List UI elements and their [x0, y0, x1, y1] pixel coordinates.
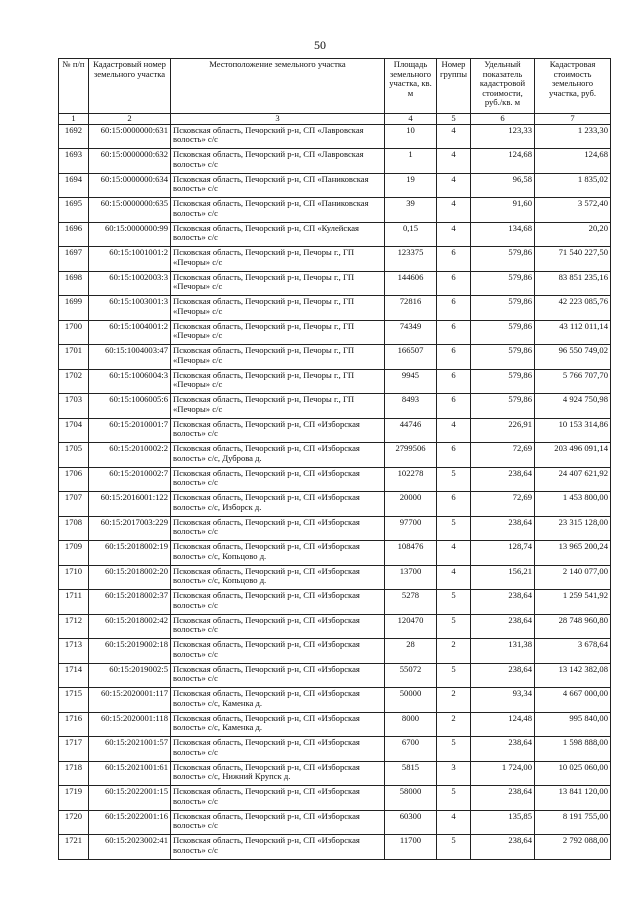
table-row [59, 296, 611, 321]
specific-value: 226,91 [471, 418, 535, 443]
group-number: 4 [437, 541, 471, 566]
group-number: 6 [437, 394, 471, 419]
cadastral-number: 60:15:2021001:61 [89, 761, 171, 786]
area: 74349 [385, 320, 437, 345]
area: 8493 [385, 394, 437, 419]
specific-value: 238,64 [471, 614, 535, 639]
specific-value: 72,69 [471, 443, 535, 468]
area: 20000 [385, 492, 437, 517]
group-number: 4 [437, 149, 471, 174]
cadastral-table [58, 58, 611, 860]
specific-value: 579,86 [471, 271, 535, 296]
location: Псковская область, Печорский р-н, СП «Изборская волость» с/с [171, 639, 385, 664]
cadastral-value: 1 598 888,00 [535, 737, 611, 762]
row-number: 1697 [59, 247, 89, 272]
location: Псковская область, Печорский р-н, СП «Изборская волость» с/с [171, 418, 385, 443]
cadastral-number: 60:15:2020001:118 [89, 712, 171, 737]
specific-value: 238,64 [471, 467, 535, 492]
specific-value: 238,64 [471, 516, 535, 541]
cadastral-value: 1 259 541,92 [535, 590, 611, 615]
specific-value: 238,64 [471, 590, 535, 615]
group-number: 5 [437, 467, 471, 492]
table-row [59, 492, 611, 517]
row-number: 1704 [59, 418, 89, 443]
specific-value: 579,86 [471, 369, 535, 394]
cadastral-number: 60:15:1004003:47 [89, 345, 171, 370]
location: Псковская область, Печорский р-н, СП «Изборская волость» с/с, Нижний Крупск д. [171, 761, 385, 786]
area: 50000 [385, 688, 437, 713]
header-num: № п/п [59, 59, 89, 114]
table-body [59, 124, 611, 859]
cadastral-number: 60:15:1006004:3 [89, 369, 171, 394]
area: 13700 [385, 565, 437, 590]
group-number: 5 [437, 835, 471, 860]
row-number: 1710 [59, 565, 89, 590]
location: Псковская область, Печорский р-н, СП «Изборская волость» с/с [171, 663, 385, 688]
row-number: 1716 [59, 712, 89, 737]
cadastral-number: 60:15:1002003:3 [89, 271, 171, 296]
area: 11700 [385, 835, 437, 860]
specific-value: 238,64 [471, 663, 535, 688]
table-row [59, 712, 611, 737]
specific-value: 91,60 [471, 198, 535, 223]
table-row [59, 663, 611, 688]
cadastral-value: 23 315 128,00 [535, 516, 611, 541]
group-number: 2 [437, 688, 471, 713]
row-number: 1708 [59, 516, 89, 541]
location: Псковская область, Печорский р-н, СП «Изборская волость» с/с, Копьцово д. [171, 541, 385, 566]
group-number: 4 [437, 418, 471, 443]
column-number: 1 [59, 114, 89, 125]
area: 102278 [385, 467, 437, 492]
cadastral-number: 60:15:1004001:2 [89, 320, 171, 345]
group-number: 2 [437, 712, 471, 737]
table-row [59, 639, 611, 664]
header-cadastral-value: Кадастровая стоимость земельного участка, руб. [535, 59, 611, 114]
cadastral-value: 10 153 314,86 [535, 418, 611, 443]
row-number: 1702 [59, 369, 89, 394]
location: Псковская область, Печорский р-н, СП «Изборская волость» с/с [171, 467, 385, 492]
location: Псковская область, Печорский р-н, СП «Паниковская волость» с/с [171, 173, 385, 198]
area: 58000 [385, 786, 437, 811]
cadastral-number: 60:15:2018002:20 [89, 565, 171, 590]
area: 39 [385, 198, 437, 223]
area: 55072 [385, 663, 437, 688]
row-number: 1698 [59, 271, 89, 296]
specific-value: 579,86 [471, 345, 535, 370]
cadastral-number: 60:15:2010002:2 [89, 443, 171, 468]
cadastral-number: 60:15:2016001:122 [89, 492, 171, 517]
cadastral-number: 60:15:0000000:631 [89, 124, 171, 149]
header-row [59, 59, 611, 114]
specific-value: 96,58 [471, 173, 535, 198]
table-row [59, 418, 611, 443]
specific-value: 1 724,00 [471, 761, 535, 786]
location: Псковская область, Печорский р-н, СП «Изборская волость» с/с [171, 516, 385, 541]
cadastral-number: 60:15:2018002:42 [89, 614, 171, 639]
area: 5815 [385, 761, 437, 786]
table-row [59, 737, 611, 762]
area: 1 [385, 149, 437, 174]
specific-value: 156,21 [471, 565, 535, 590]
table-row [59, 345, 611, 370]
row-number: 1720 [59, 810, 89, 835]
area: 108476 [385, 541, 437, 566]
cadastral-number: 60:15:2022001:16 [89, 810, 171, 835]
group-number: 6 [437, 320, 471, 345]
area: 5278 [385, 590, 437, 615]
area: 44746 [385, 418, 437, 443]
cadastral-number: 60:15:2019002:5 [89, 663, 171, 688]
header-cadastral-number: Кадастровый номер земельного участка [89, 59, 171, 114]
cadastral-number: 60:15:2017003:229 [89, 516, 171, 541]
location: Псковская область, Печорский р-н, СП «Лавровская волость» с/с [171, 149, 385, 174]
cadastral-value: 8 191 755,00 [535, 810, 611, 835]
specific-value: 124,48 [471, 712, 535, 737]
cadastral-value: 4 667 000,00 [535, 688, 611, 713]
specific-value: 131,38 [471, 639, 535, 664]
table-row [59, 124, 611, 149]
table-row [59, 810, 611, 835]
cadastral-value: 1 453 800,00 [535, 492, 611, 517]
location: Псковская область, Печорский р-н, СП «Изборская волость» с/с [171, 614, 385, 639]
table-row [59, 614, 611, 639]
specific-value: 238,64 [471, 786, 535, 811]
location: Псковская область, Печорский р-н, Печоры г., ГП «Печоры» с/с [171, 247, 385, 272]
cadastral-value: 4 924 750,98 [535, 394, 611, 419]
specific-value: 93,34 [471, 688, 535, 713]
location: Псковская область, Печорский р-н, Печоры г., ГП «Печоры» с/с [171, 345, 385, 370]
cadastral-value: 13 965 200,24 [535, 541, 611, 566]
location: Псковская область, Печорский р-н, СП «Изборская волость» с/с, Копьцово д. [171, 565, 385, 590]
group-number: 6 [437, 345, 471, 370]
table-row [59, 198, 611, 223]
table-row [59, 247, 611, 272]
area: 166507 [385, 345, 437, 370]
cadastral-value: 5 766 707,70 [535, 369, 611, 394]
cadastral-number: 60:15:1006005:6 [89, 394, 171, 419]
row-number: 1721 [59, 835, 89, 860]
row-number: 1703 [59, 394, 89, 419]
group-number: 4 [437, 124, 471, 149]
table-row [59, 467, 611, 492]
location: Псковская область, Печорский р-н, СП «Изборская волость» с/с, Дуброва д. [171, 443, 385, 468]
location: Псковская область, Печорский р-н, СП «Паниковская волость» с/с [171, 198, 385, 223]
row-number: 1693 [59, 149, 89, 174]
location: Псковская область, Печорский р-н, Печоры г., ГП «Печоры» с/с [171, 320, 385, 345]
area: 9945 [385, 369, 437, 394]
location: Псковская область, Печорский р-н, СП «Изборская волость» с/с, Каменка д. [171, 712, 385, 737]
row-number: 1718 [59, 761, 89, 786]
row-number: 1694 [59, 173, 89, 198]
specific-value: 579,86 [471, 247, 535, 272]
cadastral-value: 71 540 227,50 [535, 247, 611, 272]
header-area: Площадь земельного участка, кв. м [385, 59, 437, 114]
group-number: 4 [437, 565, 471, 590]
group-number: 4 [437, 173, 471, 198]
table-row [59, 688, 611, 713]
cadastral-value: 24 407 621,92 [535, 467, 611, 492]
cadastral-number: 60:15:2022001:15 [89, 786, 171, 811]
row-number: 1709 [59, 541, 89, 566]
group-number: 5 [437, 590, 471, 615]
table-row [59, 271, 611, 296]
table-row [59, 369, 611, 394]
area: 0,15 [385, 222, 437, 247]
column-number: 6 [471, 114, 535, 125]
area: 28 [385, 639, 437, 664]
cadastral-number: 60:15:2018002:37 [89, 590, 171, 615]
group-number: 4 [437, 222, 471, 247]
table-row [59, 173, 611, 198]
cadastral-number: 60:15:0000000:99 [89, 222, 171, 247]
group-number: 6 [437, 492, 471, 517]
cadastral-number: 60:15:0000000:634 [89, 173, 171, 198]
cadastral-value: 203 496 091,14 [535, 443, 611, 468]
cadastral-number: 60:15:2018002:19 [89, 541, 171, 566]
location: Псковская область, Печорский р-н, СП «Лавровская волость» с/с [171, 124, 385, 149]
column-number: 7 [535, 114, 611, 125]
location: Псковская область, Печорский р-н, СП «Изборская волость» с/с [171, 810, 385, 835]
row-number: 1701 [59, 345, 89, 370]
column-number: 3 [171, 114, 385, 125]
area: 10 [385, 124, 437, 149]
header-location: Местоположение земельного участка [171, 59, 385, 114]
cadastral-number: 60:15:0000000:632 [89, 149, 171, 174]
cadastral-number: 60:15:2019002:18 [89, 639, 171, 664]
location: Псковская область, Печорский р-н, СП «Изборская волость» с/с [171, 786, 385, 811]
table-row [59, 394, 611, 419]
cadastral-value: 13 841 120,00 [535, 786, 611, 811]
location: Псковская область, Печорский р-н, СП «Кулейская волость» с/с [171, 222, 385, 247]
row-number: 1696 [59, 222, 89, 247]
group-number: 6 [437, 296, 471, 321]
area: 6700 [385, 737, 437, 762]
group-number: 5 [437, 614, 471, 639]
specific-value: 238,64 [471, 737, 535, 762]
cadastral-value: 42 223 085,76 [535, 296, 611, 321]
row-number: 1711 [59, 590, 89, 615]
cadastral-number: 60:15:1003001:3 [89, 296, 171, 321]
table-row [59, 149, 611, 174]
specific-value: 579,86 [471, 394, 535, 419]
row-number: 1719 [59, 786, 89, 811]
location: Псковская область, Печорский р-н, СП «Изборская волость» с/с [171, 590, 385, 615]
cadastral-value: 20,20 [535, 222, 611, 247]
cadastral-value: 2 792 088,00 [535, 835, 611, 860]
cadastral-value: 83 851 235,16 [535, 271, 611, 296]
header-group: Номер группы [437, 59, 471, 114]
group-number: 4 [437, 198, 471, 223]
group-number: 5 [437, 663, 471, 688]
specific-value: 123,33 [471, 124, 535, 149]
cadastral-number: 60:15:2023002:41 [89, 835, 171, 860]
table-row [59, 222, 611, 247]
area: 2799506 [385, 443, 437, 468]
row-number: 1705 [59, 443, 89, 468]
location: Псковская область, Печорский р-н, Печоры г., ГП «Печоры» с/с [171, 369, 385, 394]
row-number: 1699 [59, 296, 89, 321]
row-number: 1706 [59, 467, 89, 492]
row-number: 1700 [59, 320, 89, 345]
area: 8000 [385, 712, 437, 737]
page-number: 50 [314, 38, 326, 52]
specific-value: 134,68 [471, 222, 535, 247]
table-row [59, 786, 611, 811]
location: Псковская область, Печорский р-н, Печоры г., ГП «Печоры» с/с [171, 271, 385, 296]
location: Псковская область, Печорский р-н, СП «Изборская волость» с/с [171, 737, 385, 762]
specific-value: 238,64 [471, 835, 535, 860]
group-number: 5 [437, 786, 471, 811]
group-number: 5 [437, 516, 471, 541]
cadastral-number: 60:15:1001001:2 [89, 247, 171, 272]
group-number: 6 [437, 271, 471, 296]
cadastral-number: 60:15:0000000:635 [89, 198, 171, 223]
specific-value: 579,86 [471, 296, 535, 321]
group-number: 6 [437, 247, 471, 272]
table-row [59, 320, 611, 345]
table-row [59, 565, 611, 590]
row-number: 1692 [59, 124, 89, 149]
area: 144606 [385, 271, 437, 296]
table-row [59, 516, 611, 541]
location: Псковская область, Печорский р-н, Печоры г., ГП «Печоры» с/с [171, 394, 385, 419]
cadastral-value: 124,68 [535, 149, 611, 174]
specific-value: 72,69 [471, 492, 535, 517]
area: 72816 [385, 296, 437, 321]
specific-value: 124,68 [471, 149, 535, 174]
specific-value: 579,86 [471, 320, 535, 345]
table-row [59, 835, 611, 860]
cadastral-value: 3 572,40 [535, 198, 611, 223]
cadastral-number: 60:15:2010002:7 [89, 467, 171, 492]
area: 97700 [385, 516, 437, 541]
cadastral-number: 60:15:2010001:7 [89, 418, 171, 443]
cadastral-value: 13 142 382,08 [535, 663, 611, 688]
group-number: 5 [437, 737, 471, 762]
cadastral-value: 2 140 077,00 [535, 565, 611, 590]
cadastral-value: 96 550 749,02 [535, 345, 611, 370]
table-row [59, 761, 611, 786]
column-number: 4 [385, 114, 437, 125]
location: Псковская область, Печорский р-н, Печоры г., ГП «Печоры» с/с [171, 296, 385, 321]
row-number: 1715 [59, 688, 89, 713]
cadastral-value: 43 112 011,14 [535, 320, 611, 345]
row-number: 1717 [59, 737, 89, 762]
row-number: 1707 [59, 492, 89, 517]
table-row [59, 541, 611, 566]
cadastral-number: 60:15:2020001:117 [89, 688, 171, 713]
row-number: 1712 [59, 614, 89, 639]
cadastral-value: 3 678,64 [535, 639, 611, 664]
table-row [59, 443, 611, 468]
specific-value: 128,74 [471, 541, 535, 566]
group-number: 6 [437, 443, 471, 468]
group-number: 6 [437, 369, 471, 394]
area: 60300 [385, 810, 437, 835]
row-number: 1695 [59, 198, 89, 223]
location: Псковская область, Печорский р-н, СП «Изборская волость» с/с, Изборск д. [171, 492, 385, 517]
column-number-row [59, 114, 611, 125]
row-number: 1714 [59, 663, 89, 688]
cadastral-value: 1 835,02 [535, 173, 611, 198]
cadastral-value: 1 233,30 [535, 124, 611, 149]
cadastral-value: 995 840,00 [535, 712, 611, 737]
column-number: 5 [437, 114, 471, 125]
specific-value: 135,85 [471, 810, 535, 835]
column-number: 2 [89, 114, 171, 125]
area: 120470 [385, 614, 437, 639]
group-number: 3 [437, 761, 471, 786]
area: 123375 [385, 247, 437, 272]
group-number: 4 [437, 810, 471, 835]
location: Псковская область, Печорский р-н, СП «Изборская волость» с/с [171, 835, 385, 860]
header-specific-value: Удельный показатель кадастровой стоимости, руб./кв. м [471, 59, 535, 114]
cadastral-number: 60:15:2021001:57 [89, 737, 171, 762]
table-row [59, 590, 611, 615]
location: Псковская область, Печорский р-н, СП «Изборская волость» с/с, Каменка д. [171, 688, 385, 713]
group-number: 2 [437, 639, 471, 664]
area: 19 [385, 173, 437, 198]
cadastral-value: 10 025 060,00 [535, 761, 611, 786]
row-number: 1713 [59, 639, 89, 664]
cadastral-value: 28 748 960,80 [535, 614, 611, 639]
